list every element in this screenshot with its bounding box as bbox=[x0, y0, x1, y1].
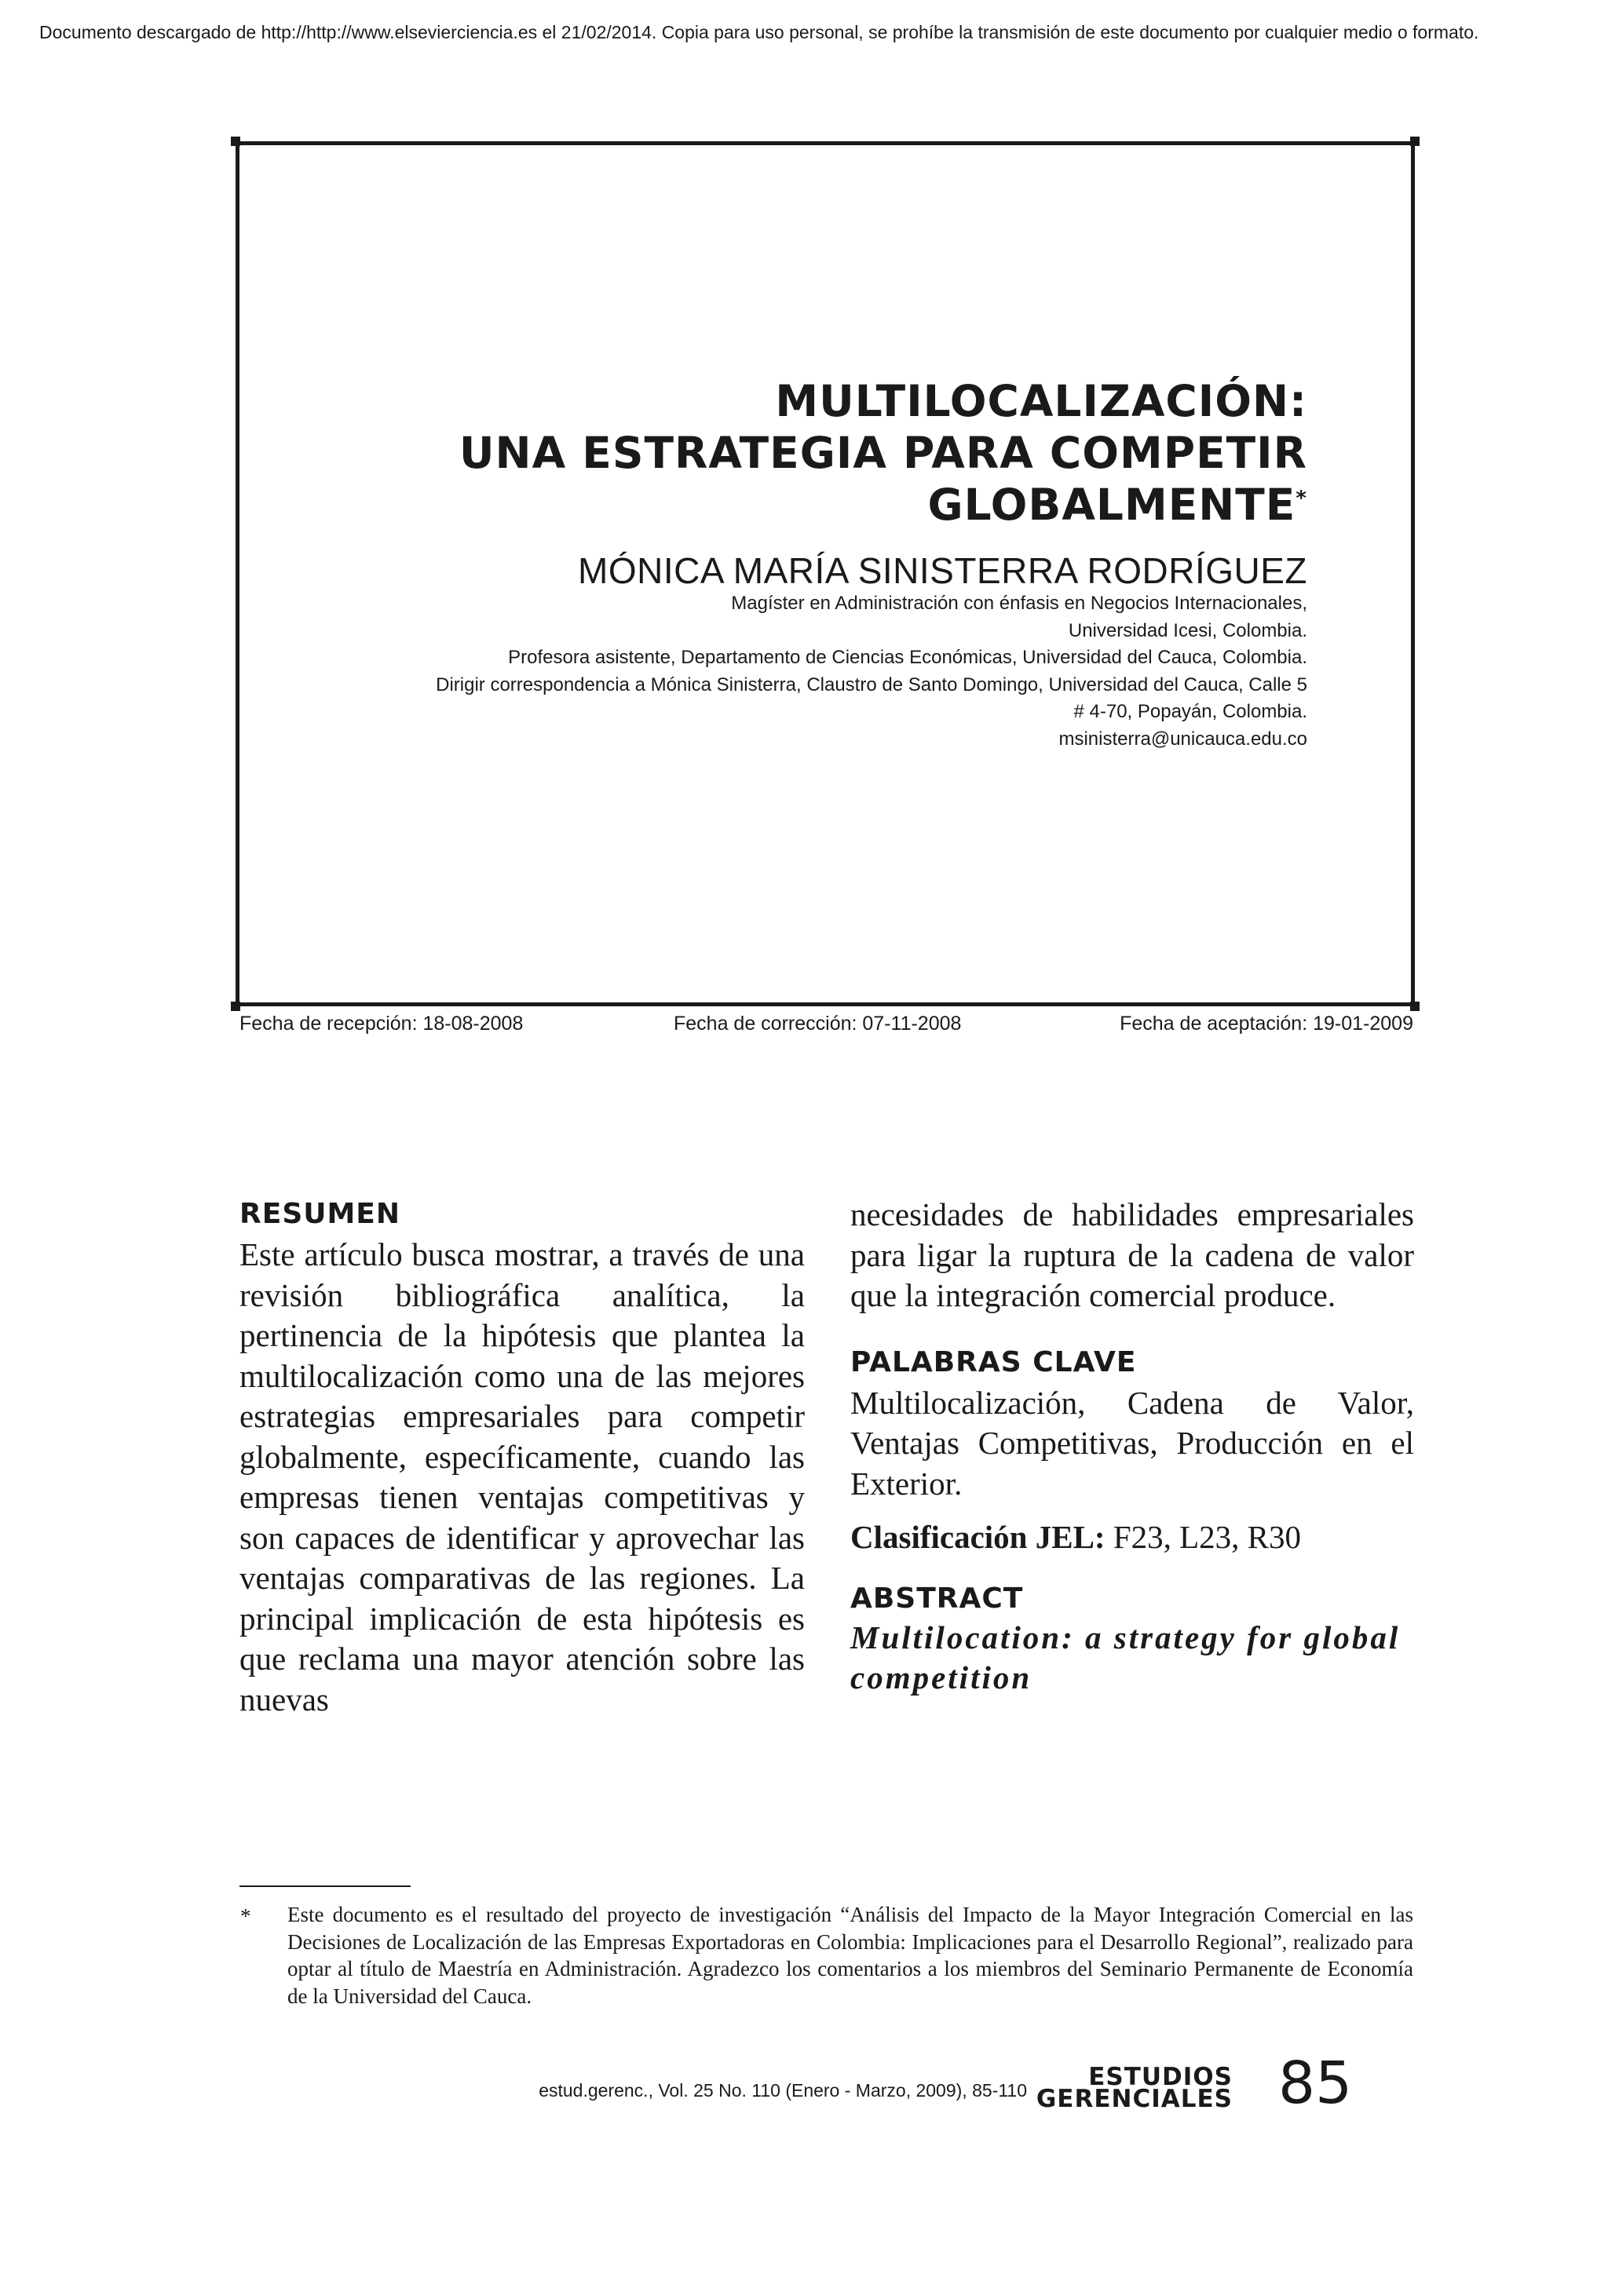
jel-codes: F23, L23, R30 bbox=[1113, 1519, 1302, 1555]
dates-row bbox=[239, 1013, 1413, 1041]
frame-corner-bottom-left bbox=[231, 1002, 240, 1011]
journal-citation: estud.gerenc., Vol. 25 No. 110 (Enero - Marzo, 2009), 85-110 bbox=[539, 2080, 1027, 2101]
logo-line-top: ESTUDIOS bbox=[1088, 2063, 1233, 2091]
footnote-mark: * bbox=[240, 1904, 251, 1928]
date-received: Fecha de recepción: 18-08-2008 bbox=[239, 1013, 524, 1035]
title-line-1: MULTILOCALIZACIÓN: bbox=[775, 376, 1307, 426]
author-name: MÓNICA MARÍA SINISTERRA RODRÍGUEZ bbox=[578, 550, 1307, 591]
author-email: msinisterra@unicauca.edu.co bbox=[1058, 728, 1307, 750]
keywords-heading: PALABRAS CLAVE bbox=[850, 1345, 1137, 1378]
date-accepted: Fecha de aceptación: 19-01-2009 bbox=[1120, 1013, 1413, 1035]
logo-line-bottom: GERENCIALES bbox=[1036, 2085, 1233, 2113]
left-column bbox=[239, 1192, 805, 1720]
date-corrected: Fecha de corrección: 07-11-2008 bbox=[674, 1013, 962, 1035]
affiliation-line: Profesora asistente, Departamento de Ciencias Económicas, Universidad del Cauca, Colombia. bbox=[508, 647, 1307, 668]
abstract-title: Multilocation: a strategy for global competition bbox=[850, 1619, 1401, 1696]
affiliation-line: # 4-70, Popayán, Colombia. bbox=[1073, 701, 1307, 722]
resumen-heading: RESUMEN bbox=[239, 1198, 401, 1230]
footnote-rule bbox=[239, 1885, 411, 1887]
page-number: 85 bbox=[1278, 2050, 1353, 2117]
abstract-heading: ABSTRACT bbox=[850, 1582, 1024, 1615]
title-footnote-mark: * bbox=[1296, 487, 1307, 510]
title-line-3 bbox=[365, 479, 1307, 531]
affiliation-line: Magíster en Administración con énfasis en Negocios Internacionales, bbox=[731, 593, 1307, 614]
frame-corner-top-left bbox=[231, 137, 240, 146]
right-column bbox=[850, 1192, 1414, 1698]
title-line-2: UNA ESTRATEGIA PARA COMPETIR bbox=[459, 428, 1307, 478]
download-notice: Documento descargado de http://http://www.elsevierciencia.es el 21/02/2014. Copia para uso personal, se prohíbe la transmisión de este documento por cualquier medio o formato. bbox=[39, 22, 1479, 42]
affiliation-line: Dirigir correspondencia a Mónica Sinisterra, Claustro de Santo Domingo, Universidad del Cauca, Calle 5 bbox=[436, 673, 1307, 695]
jel-label: Clasificación JEL: bbox=[850, 1519, 1106, 1555]
title-line-3-text: GLOBALMENTE bbox=[927, 480, 1296, 530]
affiliation-line: Universidad Icesi, Colombia. bbox=[1068, 619, 1307, 641]
resumen-text: Este artículo busca mostrar, a través de una revisión bibliográfica analítica, la pertinencia de la hipótesis que plantea la multilocalización como una de las mejores estrategias empresariales para competir globalmente, específicamente, cuando las empresas tienen ventajas competitivas y son capaces de identificar y aprovechar las ventajas comparativas de las regiones. La principal implicación de esta hipótesis es que reclama una mayor atención sobre las nuevas bbox=[239, 1236, 805, 1717]
keywords-text: Multilocalización, Cadena de Valor, Ventajas Competitivas, Producción en el Exterior. bbox=[850, 1384, 1414, 1502]
jel-classification bbox=[850, 1518, 1414, 1556]
author-affiliation bbox=[51, 590, 1307, 753]
frame-corner-bottom-right bbox=[1410, 1002, 1420, 1011]
frame-corner-top-right bbox=[1410, 137, 1420, 146]
resumen-text-continued: necesidades de habilidades empresariales para ligar la ruptura de la cadena de valor que la integración comercial produce. bbox=[850, 1196, 1414, 1313]
article-title bbox=[365, 375, 1307, 531]
journal-logo bbox=[1035, 2063, 1233, 2113]
footnote-text: Este documento es el resultado del proyecto de investigación “Análisis del Impacto de la Mayor Integración Comercial en las Decisiones de Localización de las Empresas Exportadoras en Colombia: Implicaciones para el Desarrollo Regional”, realizado para optar al título de Maestría en Administración. Agradezco los comentarios a los miembros del Seminario Permanente de Economía de la Universidad del Cauca. bbox=[287, 1903, 1413, 2008]
